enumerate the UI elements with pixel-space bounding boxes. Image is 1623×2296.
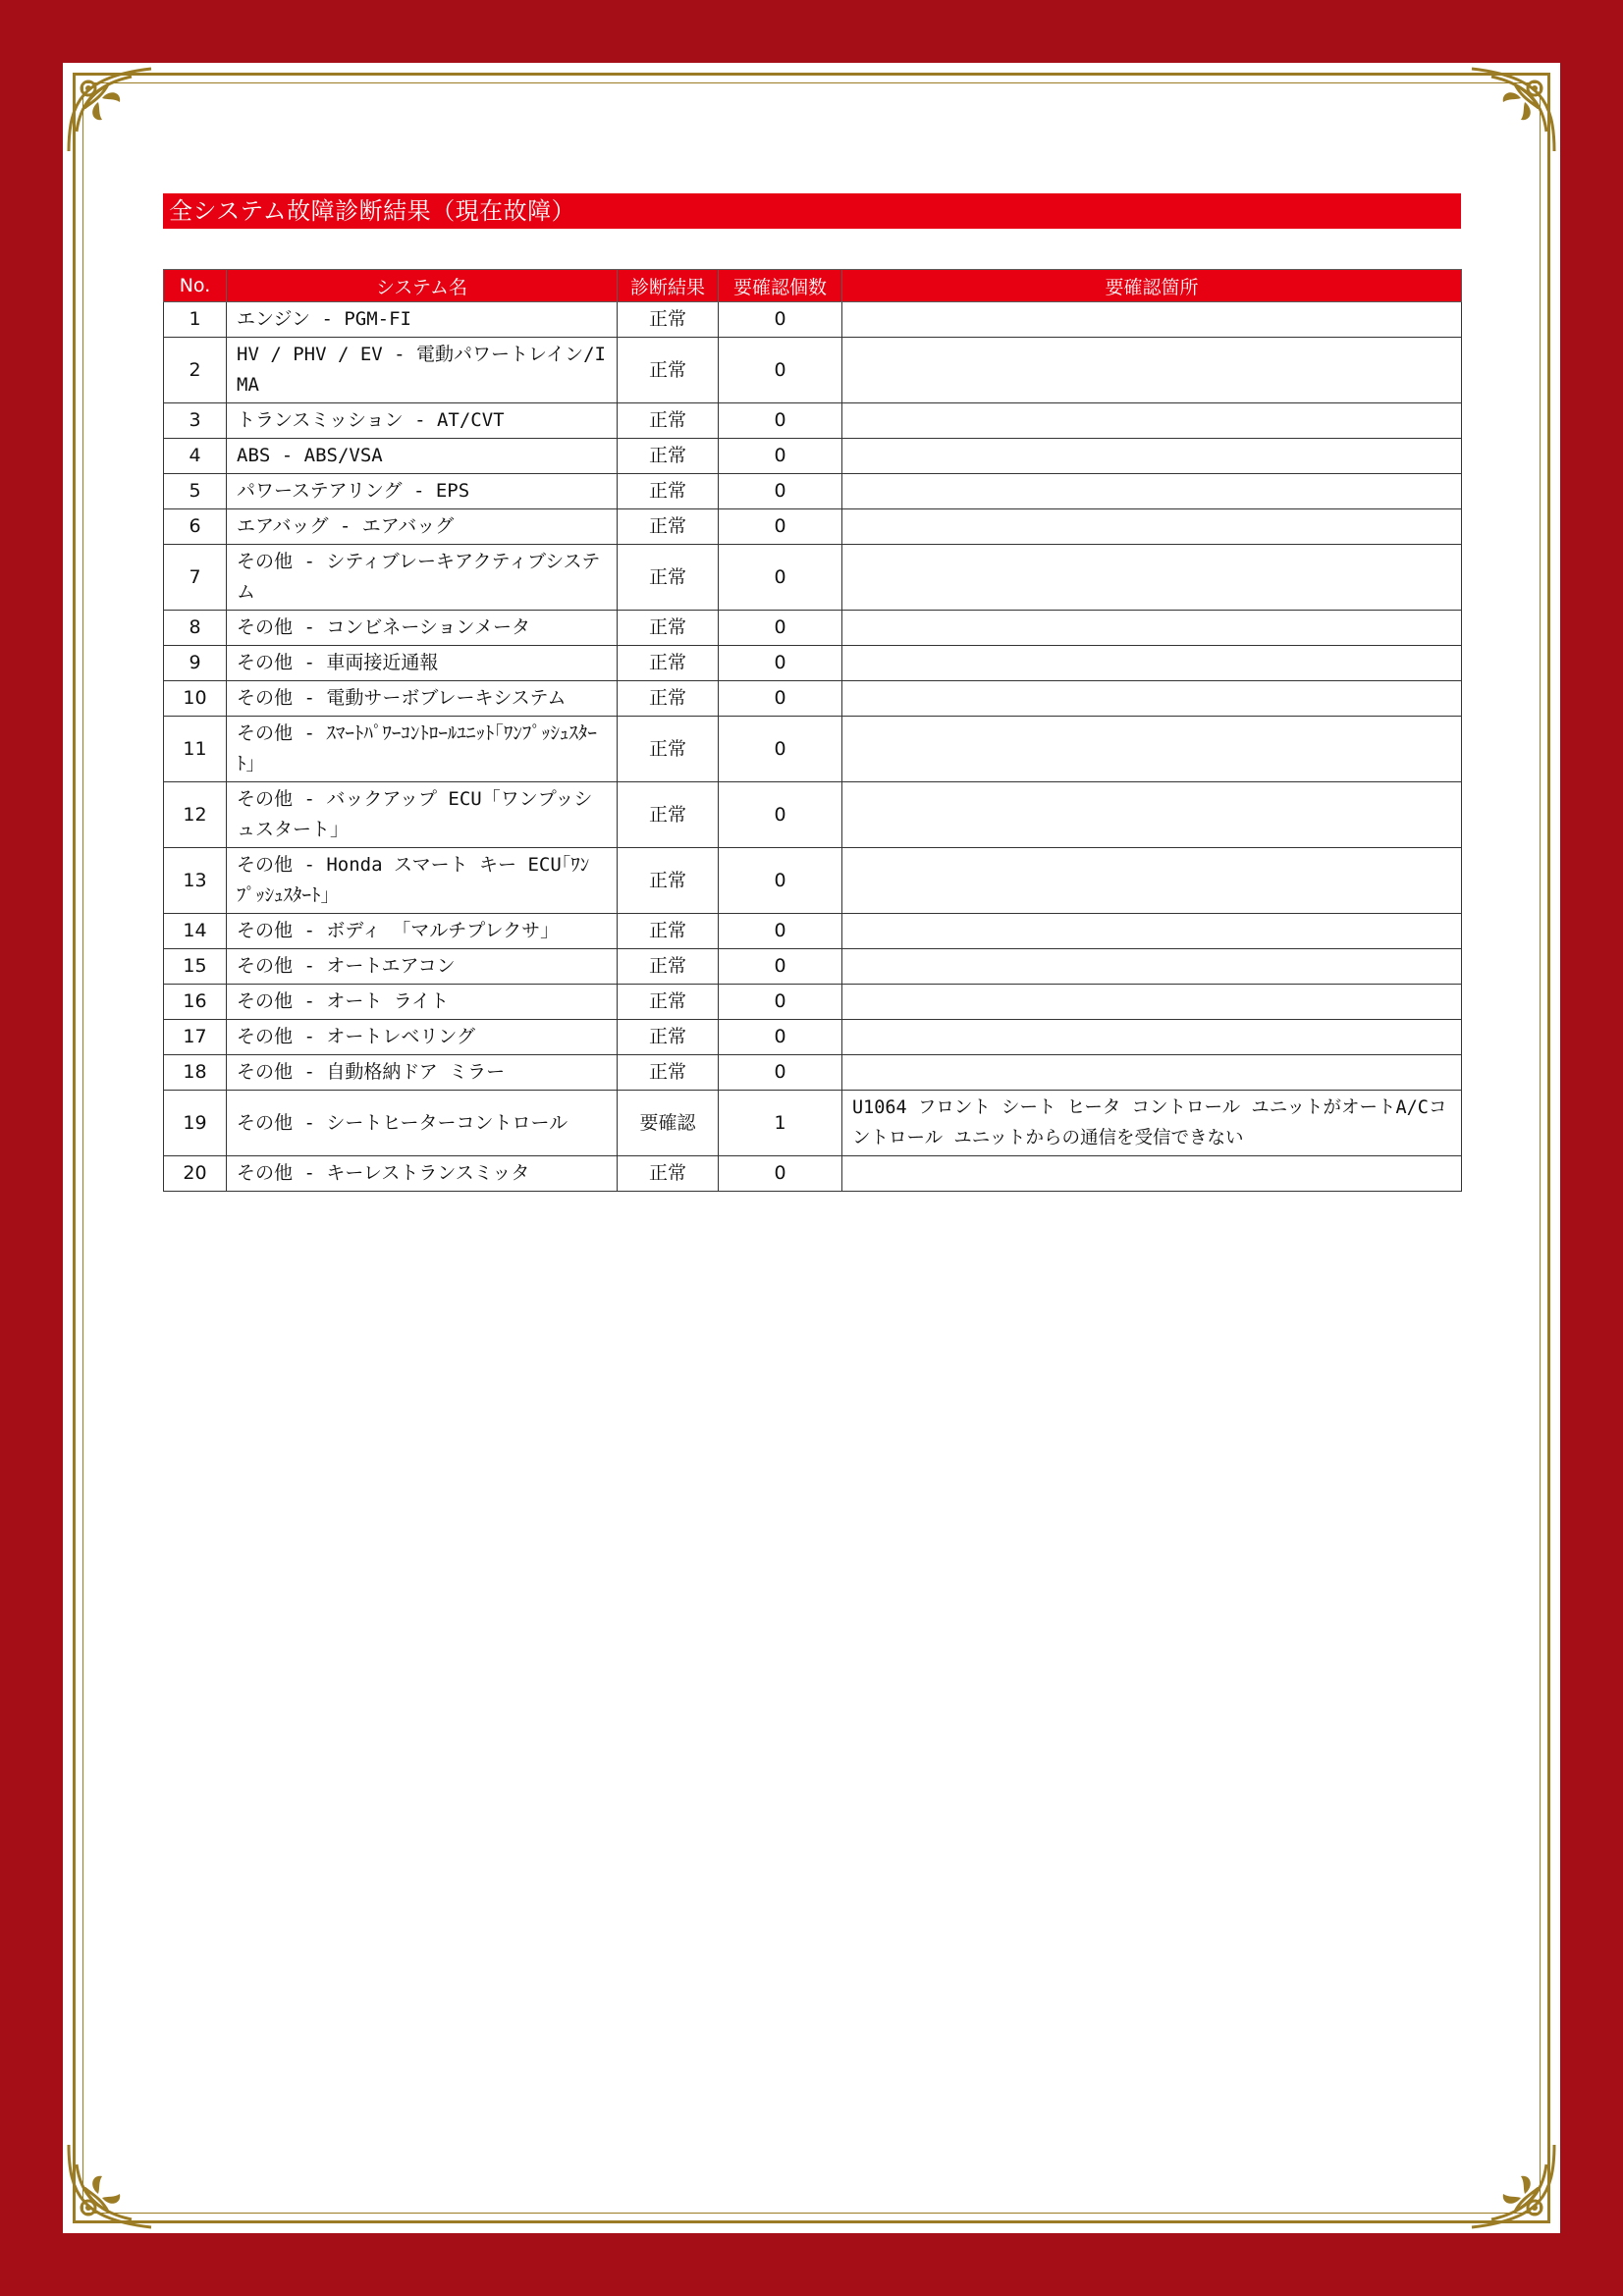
row-result: 正常 (618, 1020, 719, 1055)
row-no: 9 (164, 646, 227, 681)
row-no: 17 (164, 1020, 227, 1055)
row-system: パワーステアリング - EPS (227, 474, 618, 509)
row-count: 0 (719, 848, 842, 914)
row-location (842, 545, 1462, 611)
row-result: 正常 (618, 509, 719, 545)
row-result: 正常 (618, 439, 719, 474)
header-count: 要確認個数 (719, 270, 842, 302)
table-row (164, 403, 1462, 439)
row-result: 正常 (618, 338, 719, 403)
table-row (164, 848, 1462, 914)
row-location (842, 949, 1462, 985)
row-system: ABS - ABS/VSA (227, 439, 618, 474)
row-system: その他 - ボディ 「マルチプレクサ」 (227, 914, 618, 949)
row-system: HV / PHV / EV - 電動パワートレイン/IMA (227, 338, 618, 403)
row-location (842, 985, 1462, 1020)
row-no: 6 (164, 509, 227, 545)
row-location (842, 646, 1462, 681)
row-system: その他 - オートエアコン (227, 949, 618, 985)
row-count: 0 (719, 681, 842, 717)
table-row (164, 509, 1462, 545)
row-system: その他 - シートヒーターコントロール (227, 1091, 618, 1156)
row-result: 正常 (618, 474, 719, 509)
row-result: 正常 (618, 545, 719, 611)
row-location (842, 848, 1462, 914)
row-no: 14 (164, 914, 227, 949)
page-title: 全システム故障診断結果（現在故障） (163, 193, 1461, 229)
row-location (842, 403, 1462, 439)
table-row (164, 646, 1462, 681)
row-result: 正常 (618, 611, 719, 646)
table-row (164, 611, 1462, 646)
row-no: 15 (164, 949, 227, 985)
row-system: エアバッグ - エアバッグ (227, 509, 618, 545)
header-no: No. (164, 270, 227, 302)
row-system: その他 - オートレベリング (227, 1020, 618, 1055)
table-row (164, 782, 1462, 848)
corner-ornament-icon (63, 63, 157, 157)
corner-ornament-icon (1466, 2139, 1560, 2233)
row-system: その他 - コンビネーションメータ (227, 611, 618, 646)
table-row (164, 914, 1462, 949)
row-count: 0 (719, 1156, 842, 1192)
row-result: 正常 (618, 681, 719, 717)
row-system: その他 - 電動サーボブレーキシステム (227, 681, 618, 717)
row-system: その他 - Honda スマート キー ECU｢ﾜﾝﾌﾟｯｼｭｽﾀｰﾄ｣ (227, 848, 618, 914)
row-count: 0 (719, 782, 842, 848)
row-count: 0 (719, 949, 842, 985)
table-row (164, 717, 1462, 782)
table-header-row (164, 270, 1462, 302)
row-no: 19 (164, 1091, 227, 1156)
row-location (842, 474, 1462, 509)
row-location (842, 439, 1462, 474)
row-location (842, 681, 1462, 717)
row-count: 0 (719, 302, 842, 338)
table-row (164, 439, 1462, 474)
row-no: 1 (164, 302, 227, 338)
row-location (842, 1156, 1462, 1192)
row-count: 0 (719, 646, 842, 681)
row-no: 18 (164, 1055, 227, 1091)
row-location: U1064 フロント シート ヒータ コントロール ユニットがオートA/Cコントロール ユニットからの通信を受信できない (842, 1091, 1462, 1156)
row-system: その他 - オート ライト (227, 985, 618, 1020)
row-result: 正常 (618, 302, 719, 338)
table-row (164, 302, 1462, 338)
row-no: 13 (164, 848, 227, 914)
row-result: 正常 (618, 782, 719, 848)
table-row (164, 949, 1462, 985)
row-count: 0 (719, 985, 842, 1020)
diagnosis-table (163, 269, 1462, 1192)
row-system: その他 - キーレストランスミッタ (227, 1156, 618, 1192)
row-count: 0 (719, 439, 842, 474)
row-no: 3 (164, 403, 227, 439)
row-location (842, 1055, 1462, 1091)
row-system: エンジン - PGM-FI (227, 302, 618, 338)
row-count: 0 (719, 1055, 842, 1091)
row-no: 5 (164, 474, 227, 509)
row-location (842, 782, 1462, 848)
row-result: 正常 (618, 1156, 719, 1192)
row-result: 正常 (618, 646, 719, 681)
row-system: その他 - 車両接近通報 (227, 646, 618, 681)
row-result: 正常 (618, 914, 719, 949)
corner-ornament-icon (1466, 63, 1560, 157)
row-system: その他 - ｽﾏｰﾄﾊﾟﾜｰｺﾝﾄﾛｰﾙﾕﾆｯﾄ｢ﾜﾝﾌﾟｯｼｭｽﾀｰﾄ｣ (227, 717, 618, 782)
header-result: 診断結果 (618, 270, 719, 302)
row-count: 0 (719, 717, 842, 782)
row-no: 7 (164, 545, 227, 611)
row-result: 正常 (618, 848, 719, 914)
row-location (842, 509, 1462, 545)
row-result: 正常 (618, 949, 719, 985)
row-no: 2 (164, 338, 227, 403)
row-no: 12 (164, 782, 227, 848)
row-count: 0 (719, 914, 842, 949)
table-row (164, 681, 1462, 717)
table-row (164, 1156, 1462, 1192)
row-no: 10 (164, 681, 227, 717)
table-row (164, 474, 1462, 509)
table-row (164, 1091, 1462, 1156)
corner-ornament-icon (63, 2139, 157, 2233)
row-result: 正常 (618, 717, 719, 782)
row-location (842, 302, 1462, 338)
table-row (164, 338, 1462, 403)
header-system: システム名 (227, 270, 618, 302)
row-location (842, 338, 1462, 403)
row-system: その他 - バックアップ ECU「ワンプッシュスタート」 (227, 782, 618, 848)
row-no: 11 (164, 717, 227, 782)
row-location (842, 611, 1462, 646)
row-count: 0 (719, 474, 842, 509)
row-location (842, 914, 1462, 949)
table-row (164, 1020, 1462, 1055)
row-result: 正常 (618, 985, 719, 1020)
report-sheet (63, 63, 1560, 2233)
row-count: 0 (719, 1020, 842, 1055)
row-count: 0 (719, 338, 842, 403)
table-row (164, 985, 1462, 1020)
row-count: 0 (719, 545, 842, 611)
row-location (842, 717, 1462, 782)
row-result: 要確認 (618, 1091, 719, 1156)
row-count: 0 (719, 509, 842, 545)
header-location: 要確認箇所 (842, 270, 1462, 302)
row-count: 0 (719, 611, 842, 646)
row-count: 1 (719, 1091, 842, 1156)
row-system: その他 - シティブレーキアクティブシステム (227, 545, 618, 611)
row-no: 16 (164, 985, 227, 1020)
row-location (842, 1020, 1462, 1055)
row-system: その他 - 自動格納ドア ミラー (227, 1055, 618, 1091)
table-row (164, 1055, 1462, 1091)
row-system: トランスミッション - AT/CVT (227, 403, 618, 439)
row-result: 正常 (618, 1055, 719, 1091)
table-row (164, 545, 1462, 611)
row-no: 4 (164, 439, 227, 474)
row-result: 正常 (618, 403, 719, 439)
row-no: 20 (164, 1156, 227, 1192)
row-count: 0 (719, 403, 842, 439)
row-no: 8 (164, 611, 227, 646)
